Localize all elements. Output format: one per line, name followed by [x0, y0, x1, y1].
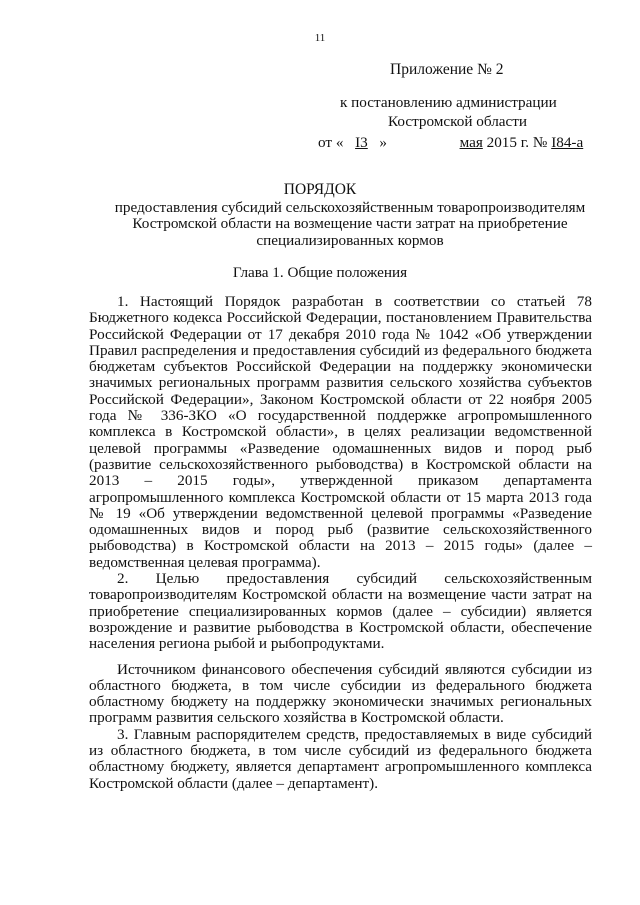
annex-label: Приложение № 2 [390, 61, 504, 78]
date-prefix: от « [318, 134, 344, 151]
paragraph-3: Источником финансового обеспечения субсидий являются субсидии из областного бюджета, в том числе субсидии из федерального бюджета областному бюджету на поддержку экономически значимых региональных программ развития сельского хозяйства в Костромской области. [89, 660, 592, 727]
decree-reference: к постановлению администрации [340, 94, 557, 111]
paragraph-2: 2. Целью предоставления субсидий сельскохозяйственным товаропроизводителям Костромской области на возмещение части затрат на приобретение специализированных кормов (далее – субсидии) является возрождение и развитие рыбоводства в Костромской области, обеспечение населения региона рыбой и рыбопродуктами. [89, 570, 592, 653]
date-day: I3 [355, 134, 368, 151]
document-title: ПОРЯДОК [283, 181, 357, 198]
decree-number: I84-а [551, 134, 584, 151]
page-number: 11 [314, 32, 326, 44]
date-month: мая [459, 134, 483, 151]
paragraph-4: 3. Главным распорядителем средств, предоставляемых в виде субсидий из областного бюджета, в том числе субсидий из федерального бюджета областному бюджету, является департамент агропромышленного комплекса Костромской области (далее – департамент). [89, 725, 592, 792]
decree-date-line [318, 135, 583, 151]
date-mid: » [379, 134, 388, 151]
date-year: 2015 г. № [486, 134, 548, 151]
document-body [89, 294, 592, 792]
document-subtitle: предоставления субсидий сельскохозяйственным товаропроизводителям Костромской области на возмещение части затрат на приобретение специализированных кормов [114, 199, 586, 249]
paragraph-1: 1. Настоящий Порядок разработан в соответствии со статьей 78 Бюджетного кодекса Российской Федерации, постановлением Правительства Российской Федерации от 17 декабря 2010 года № 1042 «Об утверждении Правил распределения и предоставления субсидий из федерального бюджета бюджетам субъектов Российской Федерации на поддержку экономически значимых региональных программ развития сельского хозяйства субъектов Российской Федерации», Законом Костромской области от 22 ноября 2005 года № 336-ЗКО «О государственной поддержке агропромышленного комплекса в Костромской области», в целях реализации ведомственной целевой программы «Разведение одомашненных видов и пород рыб (развитие сельскохозяйственного рыбоводства) в Костромской области на 2013 – 2015 годы», утвержденной приказом департамента агропромышленного комплекса Костромской области от 15 марта 2013 года № 19 «Об утверждении ведомственной целевой программы «Разведение одомашненных видов и пород рыб (развитие сельскохозяйственного рыбоводства) в Костромской области на 2013 – 2015 годы» (далее – ведомственная целевая программа). [89, 293, 592, 571]
chapter-heading: Глава 1. Общие положения [232, 264, 408, 281]
decree-region: Костромской области [388, 113, 528, 130]
